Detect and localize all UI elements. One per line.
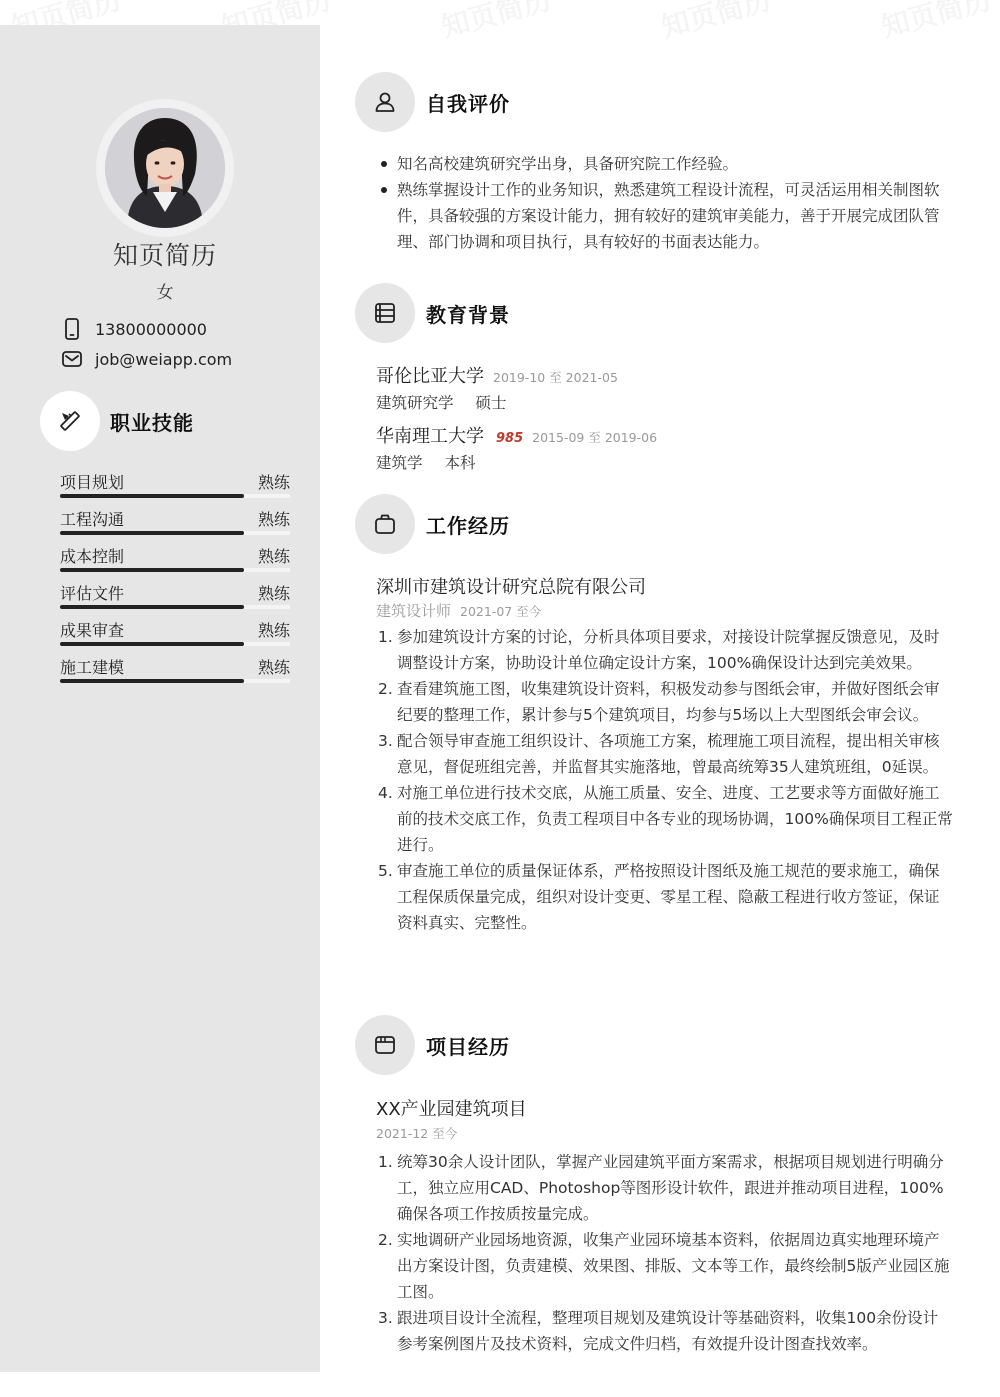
education-date: 2019-10 至 2021-05 — [493, 370, 618, 385]
item-number: 2. — [378, 680, 393, 698]
skill-level: 熟练 — [257, 584, 290, 603]
skill-item — [60, 470, 290, 496]
skill-bar — [60, 531, 244, 535]
email-text: job@weiapp.com — [95, 349, 233, 369]
list-item — [378, 1149, 953, 1227]
skill-level: 熟练 — [257, 473, 290, 492]
item-number: 5. — [378, 862, 393, 880]
browser-icon — [355, 1015, 415, 1075]
skill-item — [60, 544, 290, 570]
list-item — [378, 624, 953, 676]
item-number: 3. — [378, 1309, 393, 1327]
major: 建筑研究学 — [376, 394, 454, 412]
skill-level: 熟练 — [257, 658, 290, 677]
skill-name: 评估文件 — [60, 584, 125, 603]
list-item — [378, 728, 953, 780]
watermark — [877, 0, 996, 46]
mail-icon — [60, 347, 84, 371]
skill-bar — [60, 642, 244, 646]
education-detail — [376, 451, 476, 473]
company-name: 深圳市建筑设计研究总院有限公司 — [376, 577, 646, 598]
skill-name: 成果审查 — [60, 621, 125, 640]
item-text: 参加建筑设计方案的讨论，分析具体项目要求，对接设计院掌握反馈意见，及时调整设计方案，协助设计单位确定设计方案，100%确保设计达到完美效果。 — [397, 628, 940, 672]
education-item — [376, 422, 657, 448]
school-tag-badge: 985 — [496, 431, 524, 446]
item-text: 配合领导审查施工组织设计、各项施工方案，梳理施工项目流程，提出相关审核意见，督促班组完善，并监督其实施落地，曾最高统筹35人建筑班组，0延误。 — [397, 732, 940, 776]
work-header — [355, 494, 510, 554]
skill-name: 成本控制 — [60, 547, 125, 566]
avatar — [105, 108, 225, 228]
phone-icon — [60, 317, 84, 341]
book-icon — [355, 283, 415, 343]
skill-name: 施工建模 — [60, 658, 125, 677]
project-title: 项目经历 — [426, 1034, 510, 1059]
list-item — [378, 676, 953, 728]
contact-email — [60, 346, 232, 372]
education-header — [355, 283, 510, 343]
pencil-ruler-icon — [40, 391, 100, 451]
watermark — [657, 0, 776, 46]
skill-bar-track — [244, 679, 290, 683]
skill-bar-track — [244, 568, 290, 572]
skill-bar-track — [244, 494, 290, 498]
education-detail — [376, 391, 507, 413]
item-text: 审查施工单位的质量保证体系，严格按照设计图纸及施工规范的要求施工，确保工程保质保量完成，组织对设计变更、零星工程、隐蔽工程进行收方签证，保证资料真实、完整性。 — [397, 862, 940, 932]
skill-name: 项目规划 — [60, 473, 125, 492]
skill-bar — [60, 494, 244, 498]
self-eval-list — [378, 151, 953, 255]
degree: 硕士 — [475, 394, 507, 412]
item-text: 统筹30余人设计团队，掌握产业园建筑平面方案需求，根据项目规划进行明确分工，独立应用CAD、Photoshop等图形设计软件，跟进并推动项目进程，100%确保各项工作按质按量完成。 — [397, 1153, 944, 1223]
item-number: 3. — [378, 732, 393, 750]
project-date: 2021-12 至今 — [376, 1126, 458, 1141]
item-number: 4. — [378, 784, 393, 802]
work-list — [378, 624, 953, 936]
profile-name: 知页简历 — [112, 241, 217, 270]
skill-bar-track — [244, 642, 290, 646]
avatar-frame — [96, 99, 234, 237]
project-header — [355, 1015, 510, 1075]
skill-name: 工程沟通 — [60, 510, 125, 529]
self-eval-header — [355, 72, 510, 132]
contact-phone — [60, 316, 207, 342]
list-item — [378, 858, 953, 936]
degree: 本科 — [444, 454, 476, 472]
work-title: 工作经历 — [426, 513, 510, 538]
skill-bar-track — [244, 531, 290, 535]
skill-item — [60, 581, 290, 607]
education-title: 教育背景 — [426, 302, 510, 327]
education-date: 2015-09 至 2019-06 — [532, 430, 658, 445]
briefcase-icon — [355, 494, 415, 554]
list-item: 熟练掌握设计工作的业务知识，熟悉建筑工程设计流程，可灵活运用相关制图软件，具备较强的方案设计能力，拥有较好的建筑审美能力，善于开展完成团队管理、部门协调和项目执行，具有较好的书面表达能力。 — [378, 177, 953, 255]
skill-item — [60, 618, 290, 644]
user-icon — [355, 72, 415, 132]
project-name: XX产业园建筑项目 — [376, 1099, 527, 1120]
role-line — [376, 600, 541, 621]
list-item — [378, 1305, 953, 1357]
skill-level: 熟练 — [257, 547, 290, 566]
skill-level: 熟练 — [257, 621, 290, 640]
item-text: 实地调研产业园场地资源，收集产业园环境基本资料，依据周边真实地理环境产出方案设计图，负责建模、效果图、排版、文本等工作，最终绘制5版产业园区施工图。 — [397, 1231, 950, 1301]
skills-header — [40, 391, 194, 451]
skill-bar — [60, 568, 244, 572]
list-item — [378, 780, 953, 858]
item-text: 查看建筑施工图，收集建筑设计资料，积极发动参与图纸会审，并做好图纸会审纪要的整理工作，累计参与5个建筑项目，均参与5场以上大型图纸会审会议。 — [397, 680, 940, 724]
item-text: 跟进项目设计全流程，整理项目规划及建筑设计等基础资料，收集100余份设计参考案例图片及技术资料，完成文件归档，有效提升设计图查找效率。 — [397, 1309, 939, 1353]
list-item — [378, 1227, 953, 1305]
list-item: 知名高校建筑研究学出身，具备研究院工作经验。 — [378, 151, 953, 177]
phone-text: 13800000000 — [95, 319, 207, 339]
item-text: 对施工单位进行技术交底，从施工质量、安全、进度、工艺要求等方面做好施工前的技术交底工作，负责工程项目中各专业的现场协调，100%确保项目工程正常进行。 — [397, 784, 953, 854]
skill-bar — [60, 605, 244, 609]
major: 建筑学 — [376, 454, 423, 472]
skill-item — [60, 655, 290, 681]
job-role: 建筑设计师 — [376, 602, 452, 620]
profile-gender: 女 — [156, 283, 174, 303]
school-name: 哥伦比亚大学 — [376, 366, 484, 387]
skill-item — [60, 507, 290, 533]
skills-title: 职业技能 — [110, 410, 194, 435]
item-number: 1. — [378, 628, 393, 646]
school-name: 华南理工大学 — [376, 426, 484, 447]
self-eval-title: 自我评价 — [426, 91, 510, 116]
watermark — [437, 0, 556, 46]
education-item — [376, 362, 618, 388]
job-date: 2021-07 至今 — [460, 604, 542, 619]
skill-bar-track — [244, 605, 290, 609]
item-number: 1. — [378, 1153, 393, 1171]
skill-level: 熟练 — [257, 510, 290, 529]
project-list — [378, 1149, 953, 1357]
skill-bar — [60, 679, 244, 683]
item-number: 2. — [378, 1231, 393, 1249]
sidebar — [0, 25, 320, 1372]
